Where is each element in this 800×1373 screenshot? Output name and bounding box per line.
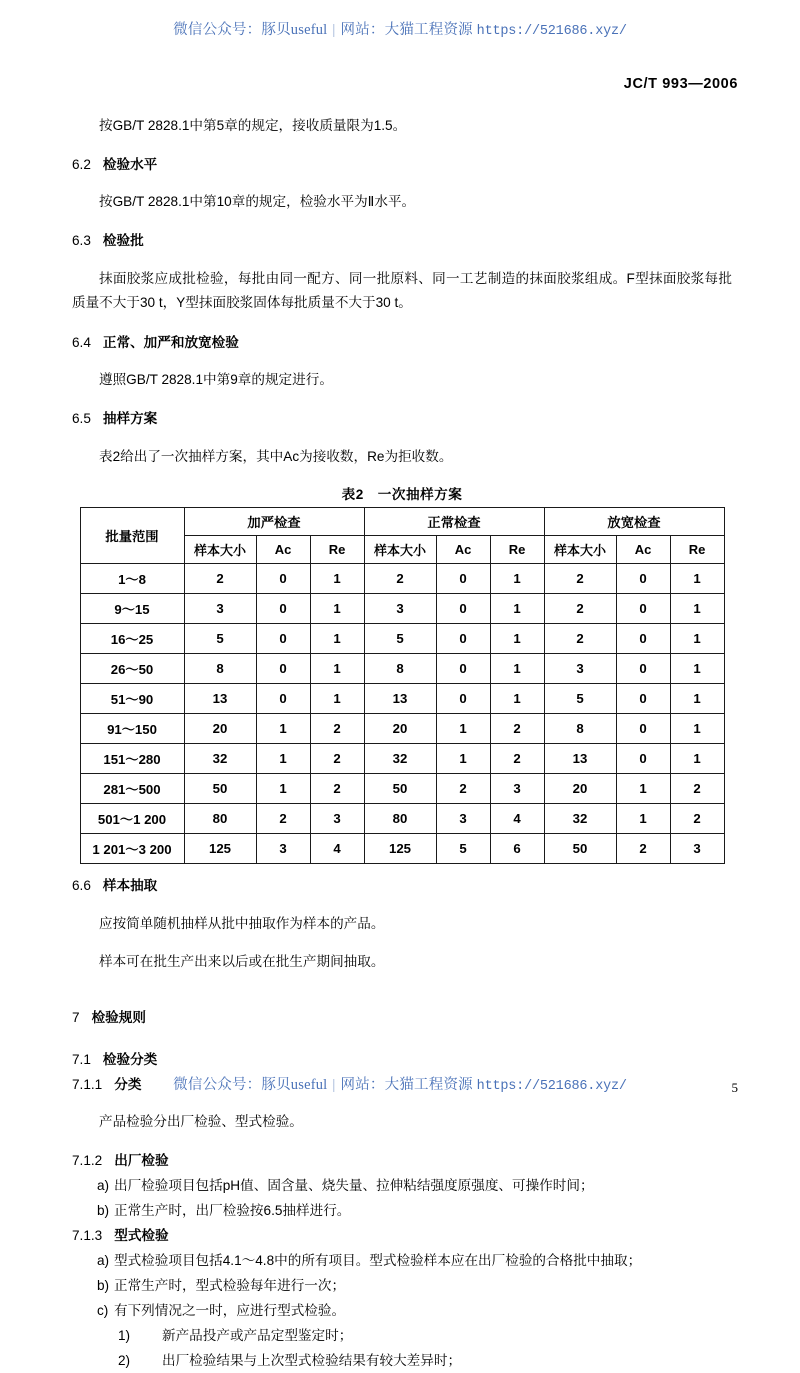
table-row — [80, 803, 724, 833]
table-row — [80, 743, 724, 773]
table-row — [80, 623, 724, 653]
table-cell-tightened-ac: 0 — [256, 653, 310, 683]
table-cell-reduced-size: 2 — [544, 593, 616, 623]
heading-6-5-title: 抽样方案 — [102, 411, 158, 427]
heading-6-5-number: 6.5 — [72, 411, 91, 427]
table-cell-reduced-ac: 0 — [616, 713, 670, 743]
watermark-wechat-value: 豚贝useful — [261, 22, 328, 38]
heading-6-3 — [72, 228, 732, 253]
table-cell-normal-ac: 0 — [436, 593, 490, 623]
table-cell-reduced-re: 1 — [670, 713, 724, 743]
sub-list-item — [72, 1323, 732, 1348]
table-cell-normal-re: 4 — [490, 803, 544, 833]
table-cell-reduced-size: 32 — [544, 803, 616, 833]
paragraph-6-3: 抹面胶浆应成批检验，每批由同一配方、同一批原料、同一工艺制造的抹面胶浆组成。F型抹面胶浆每批质量不大于30 t，Y型抹面胶浆固体每批质量不大于30 t。 — [72, 270, 732, 311]
table-cell-normal-ac: 0 — [436, 563, 490, 593]
sub-list-item-text: 出厂检验结果与上次型式检验结果有较大差异时； — [162, 1353, 462, 1369]
table-cell-range: 51～90 — [80, 683, 184, 713]
table-row — [80, 713, 724, 743]
heading-7-1-number: 7.1 — [72, 1051, 91, 1067]
list-item-text: 出厂检验项目包括pH值、固含量、烧失量、拉伸粘结强度原强度、可操作时间； — [114, 1178, 594, 1194]
table-cell-tightened-size: 2 — [184, 563, 256, 593]
table-row — [80, 773, 724, 803]
table-cell-normal-size: 80 — [364, 803, 436, 833]
table-cell-tightened-ac: 0 — [256, 563, 310, 593]
table-cell-tightened-re: 1 — [310, 653, 364, 683]
table-cell-reduced-ac: 0 — [616, 593, 670, 623]
table-cell-tightened-ac: 0 — [256, 683, 310, 713]
heading-7-1-2-title: 出厂检验 — [114, 1153, 169, 1169]
table-subheader-re-normal: Re — [490, 535, 544, 563]
table-cell-reduced-re: 2 — [670, 773, 724, 803]
table-subheader-ac-normal: Ac — [436, 535, 490, 563]
table-row — [80, 653, 724, 683]
watermark-site-label: 网站： — [340, 1077, 385, 1093]
table-cell-reduced-ac: 0 — [616, 563, 670, 593]
list-item-marker: c) — [97, 1303, 109, 1319]
table-row — [80, 563, 724, 593]
heading-7-1-1-number: 7.1.1 — [72, 1076, 103, 1092]
table-cell-tightened-re: 2 — [310, 743, 364, 773]
table-cell-normal-re: 3 — [490, 773, 544, 803]
watermark-site-value: 大猫工程资源 — [384, 1077, 473, 1093]
table-cell-normal-size: 3 — [364, 593, 436, 623]
table-header-group-reduced: 放宽检查 — [544, 507, 724, 535]
table-cell-tightened-re: 2 — [310, 773, 364, 803]
table-cell-normal-ac: 1 — [436, 713, 490, 743]
table-cell-range: 1～8 — [80, 563, 184, 593]
list-item-marker: a) — [97, 1253, 110, 1269]
heading-7-1-2-number: 7.1.2 — [72, 1153, 103, 1169]
paragraph-6-5: 表2给出了一次抽样方案，其中Ac为接收数，Re为拒收数。 — [99, 448, 453, 464]
table-subheader-size-tightened: 样本大小 — [184, 535, 256, 563]
table-cell-normal-ac: 5 — [436, 833, 490, 863]
table-subheader-ac-tightened: Ac — [256, 535, 310, 563]
table-cell-reduced-ac: 1 — [616, 803, 670, 833]
table-cell-normal-size: 8 — [364, 653, 436, 683]
table-cell-normal-re: 1 — [490, 623, 544, 653]
table-cell-normal-re: 1 — [490, 653, 544, 683]
list-item-marker: a) — [97, 1178, 110, 1194]
table-cell-normal-re: 1 — [490, 593, 544, 623]
table-subheader-size-normal: 样本大小 — [364, 535, 436, 563]
watermark-footer — [0, 1073, 800, 1094]
heading-6-2 — [72, 152, 732, 177]
list-item — [72, 1173, 732, 1198]
table-cell-tightened-re: 1 — [310, 623, 364, 653]
paragraph-6-6-b: 样本可在批生产出来以后或在批生产期间抽取。 — [99, 953, 385, 969]
heading-7-1-1-title: 分类 — [114, 1076, 142, 1092]
table-cell-range: 9～15 — [80, 593, 184, 623]
sub-list-item — [72, 1348, 732, 1373]
heading-6-2-title: 检验水平 — [102, 156, 158, 172]
table-cell-range: 151～280 — [80, 743, 184, 773]
table-cell-reduced-re: 2 — [670, 803, 724, 833]
standard-number: JC/T 993—2006 — [623, 76, 738, 92]
table-cell-tightened-size: 125 — [184, 833, 256, 863]
table-cell-normal-re: 1 — [490, 683, 544, 713]
sub-list-item-text: 新产品投产或产品定型鉴定时； — [162, 1328, 353, 1344]
table-cell-tightened-re: 2 — [310, 713, 364, 743]
document-body — [72, 100, 732, 1373]
list-item-text: 有下列情况之一时，应进行型式检验。 — [114, 1303, 346, 1319]
table-cell-normal-ac: 0 — [436, 623, 490, 653]
list-item-text: 型式检验项目包括4.1～4.8中的所有项目。型式检验样本应在出厂检验的合格批中抽取； — [114, 1253, 642, 1269]
table-cell-tightened-ac: 3 — [256, 833, 310, 863]
table-cell-tightened-size: 8 — [184, 653, 256, 683]
sub-list-item-marker: 1) — [118, 1328, 131, 1344]
table-cell-normal-ac: 3 — [436, 803, 490, 833]
list-item-text: 正常生产时，出厂检验按6.5抽样进行。 — [114, 1203, 351, 1219]
table-cell-reduced-size: 5 — [544, 683, 616, 713]
heading-7-1-3-number: 7.1.3 — [72, 1228, 103, 1244]
table-cell-normal-re: 1 — [490, 563, 544, 593]
table-cell-tightened-size: 13 — [184, 683, 256, 713]
table-cell-reduced-ac: 2 — [616, 833, 670, 863]
table-cell-tightened-size: 20 — [184, 713, 256, 743]
heading-6-2-number: 6.2 — [72, 156, 91, 172]
table-cell-normal-re: 2 — [490, 743, 544, 773]
table-cell-normal-size: 125 — [364, 833, 436, 863]
table-cell-normal-size: 20 — [364, 713, 436, 743]
watermark-wechat-label: 微信公众号： — [173, 22, 262, 38]
table-cell-tightened-re: 3 — [310, 803, 364, 833]
list-item — [72, 1248, 732, 1273]
heading-6-4-number: 6.4 — [72, 334, 91, 350]
table-cell-reduced-size: 3 — [544, 653, 616, 683]
table-caption-label: 表2 — [341, 486, 364, 502]
table-subheader-ac-reduced: Ac — [616, 535, 670, 563]
table-cell-reduced-re: 1 — [670, 563, 724, 593]
heading-6-3-title: 检验批 — [102, 233, 144, 249]
table-caption — [72, 483, 732, 503]
heading-6-4 — [72, 330, 732, 355]
paragraph-6-2: 按GB/T 2828.1中第10章的规定，检验水平为Ⅱ水平。 — [99, 194, 416, 210]
paragraph-6-4: 遵照GB/T 2828.1中第9章的规定进行。 — [99, 372, 333, 388]
table-cell-reduced-ac: 0 — [616, 683, 670, 713]
table-cell-range: 16～25 — [80, 623, 184, 653]
table-cell-tightened-re: 1 — [310, 683, 364, 713]
list-item-marker: b) — [97, 1278, 110, 1294]
table-header-group-tightened: 加严检查 — [184, 507, 364, 535]
table-cell-normal-size: 13 — [364, 683, 436, 713]
heading-7-1-3 — [72, 1223, 732, 1248]
sub-list-item-marker: 2) — [118, 1353, 131, 1369]
table-cell-normal-size: 32 — [364, 743, 436, 773]
heading-6-4-title: 正常、加严和放宽检验 — [102, 334, 239, 350]
table-row — [80, 683, 724, 713]
watermark-site-label: 网站： — [340, 22, 385, 38]
heading-7-number: 7 — [72, 1009, 80, 1025]
heading-7-1-2 — [72, 1148, 732, 1173]
table-cell-normal-re: 6 — [490, 833, 544, 863]
table-cell-tightened-size: 5 — [184, 623, 256, 653]
watermark-separator: | — [332, 1077, 336, 1093]
heading-7-title: 检验规则 — [91, 1009, 146, 1025]
table-cell-normal-ac: 1 — [436, 743, 490, 773]
watermark-url: https://521686.xyz/ — [476, 1079, 627, 1094]
heading-6-5 — [72, 406, 732, 431]
table-cell-range: 91～150 — [80, 713, 184, 743]
table-header-row-groups — [80, 507, 724, 535]
table-cell-tightened-ac: 2 — [256, 803, 310, 833]
table-cell-tightened-re: 1 — [310, 593, 364, 623]
table-header-range: 批量范围 — [80, 507, 184, 563]
table-cell-tightened-size: 50 — [184, 773, 256, 803]
table-cell-reduced-re: 1 — [670, 683, 724, 713]
paragraph-7-1-1: 产品检验分出厂检验、型式检验。 — [99, 1114, 303, 1130]
watermark-separator: | — [332, 22, 336, 38]
table-cell-tightened-size: 80 — [184, 803, 256, 833]
heading-7 — [72, 1005, 732, 1030]
table-cell-tightened-ac: 1 — [256, 713, 310, 743]
watermark-header — [0, 18, 800, 39]
table-cell-normal-ac: 2 — [436, 773, 490, 803]
table-cell-normal-ac: 0 — [436, 653, 490, 683]
table-row — [80, 833, 724, 863]
heading-6-6-number: 6.6 — [72, 877, 91, 893]
table-cell-reduced-size: 2 — [544, 563, 616, 593]
table-cell-normal-size: 50 — [364, 773, 436, 803]
heading-6-6-title: 样本抽取 — [102, 877, 158, 893]
table-subheader-re-reduced: Re — [670, 535, 724, 563]
table-cell-reduced-ac: 0 — [616, 623, 670, 653]
table-cell-normal-ac: 0 — [436, 683, 490, 713]
table-cell-reduced-size: 50 — [544, 833, 616, 863]
list-item — [72, 1273, 732, 1298]
table-cell-reduced-size: 2 — [544, 623, 616, 653]
paragraph-6-6-a: 应按简单随机抽样从批中抽取作为样本的产品。 — [99, 915, 385, 931]
watermark-wechat-value: 豚贝useful — [261, 1077, 328, 1093]
watermark-site-value: 大猫工程资源 — [384, 22, 473, 38]
table-cell-range: 26～50 — [80, 653, 184, 683]
page-number: 5 — [731, 1080, 738, 1095]
table-cell-range: 501～1 200 — [80, 803, 184, 833]
table-cell-reduced-re: 1 — [670, 743, 724, 773]
table-cell-reduced-ac: 1 — [616, 773, 670, 803]
table-cell-range: 281～500 — [80, 773, 184, 803]
heading-6-3-number: 6.3 — [72, 233, 91, 249]
table-cell-tightened-ac: 1 — [256, 773, 310, 803]
table-caption-title: 一次抽样方案 — [377, 486, 463, 502]
table-cell-tightened-re: 4 — [310, 833, 364, 863]
table-cell-reduced-ac: 0 — [616, 743, 670, 773]
list-item-text: 正常生产时，型式检验每年进行一次； — [114, 1278, 346, 1294]
sampling-plan-table-body — [80, 563, 724, 863]
table-cell-reduced-re: 1 — [670, 653, 724, 683]
table-subheader-re-tightened: Re — [310, 535, 364, 563]
table-cell-reduced-re: 1 — [670, 623, 724, 653]
table-row — [80, 593, 724, 623]
table-cell-tightened-ac: 1 — [256, 743, 310, 773]
table-header-group-normal: 正常检查 — [364, 507, 544, 535]
table-subheader-size-reduced: 样本大小 — [544, 535, 616, 563]
watermark-wechat-label: 微信公众号： — [173, 1077, 262, 1093]
heading-7-1-3-title: 型式检验 — [114, 1228, 169, 1244]
paragraph-intro: 按GB/T 2828.1中第5章的规定，接收质量限为1.5。 — [99, 117, 407, 133]
heading-6-6 — [72, 873, 732, 898]
sampling-plan-table — [80, 507, 725, 864]
heading-7-1 — [72, 1047, 732, 1072]
watermark-url: https://521686.xyz/ — [476, 24, 627, 39]
list-item — [72, 1298, 732, 1323]
table-cell-normal-size: 2 — [364, 563, 436, 593]
table-cell-tightened-ac: 0 — [256, 593, 310, 623]
table-cell-tightened-size: 3 — [184, 593, 256, 623]
list-item-marker: b) — [97, 1203, 110, 1219]
table-cell-tightened-re: 1 — [310, 563, 364, 593]
table-cell-normal-size: 5 — [364, 623, 436, 653]
table-cell-reduced-re: 3 — [670, 833, 724, 863]
table-cell-normal-re: 2 — [490, 713, 544, 743]
table-cell-reduced-size: 20 — [544, 773, 616, 803]
table-cell-range: 1 201～3 200 — [80, 833, 184, 863]
table-cell-tightened-ac: 0 — [256, 623, 310, 653]
heading-7-1-title: 检验分类 — [102, 1051, 158, 1067]
table-cell-reduced-re: 1 — [670, 593, 724, 623]
table-cell-reduced-ac: 0 — [616, 653, 670, 683]
table-cell-tightened-size: 32 — [184, 743, 256, 773]
list-item — [72, 1198, 732, 1223]
table-cell-reduced-size: 13 — [544, 743, 616, 773]
table-cell-reduced-size: 8 — [544, 713, 616, 743]
